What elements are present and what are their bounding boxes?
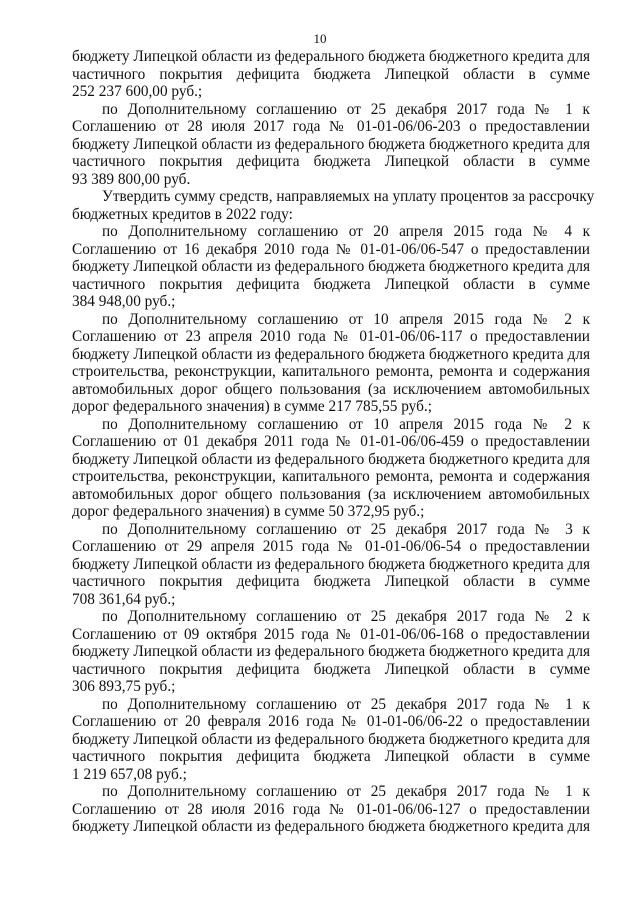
- text-line: бюджету Липецкой области из федерального бюджета бюджетного кредита для: [72, 345, 590, 363]
- text-line: по Дополнительному соглашению от 25 декабря 2017 года № 1 к: [102, 695, 590, 713]
- text-line: частичного покрытия дефицита бюджета Липецкой области в сумме: [72, 573, 590, 590]
- text-line: строительства, реконструкции, капитального ремонта, ремонта и содержания: [72, 468, 590, 485]
- text-line: Соглашению от 09 октября 2015 года № 01-01-06/06-168 о предоставлении: [72, 625, 590, 643]
- paragraph: [72, 223, 590, 311]
- text-line: дорог федерального значения) в сумме 217 785,55 руб.;: [72, 398, 432, 415]
- text-line: Соглашению от 16 декабря 2010 года № 01-01-06/06-547 о предоставлении: [72, 240, 590, 258]
- text-line: автомобильных дорог общего пользования (за исключением автомобильных: [72, 380, 590, 398]
- text-line: бюджету Липецкой области из федерального бюджета бюджетного кредита для: [72, 135, 590, 153]
- paragraph: [72, 696, 590, 784]
- text-line: бюджету Липецкой области из федерального бюджета бюджетного кредита для: [72, 643, 590, 660]
- text-line: автомобильных дорог общего пользования (за исключением автомобильных: [72, 485, 590, 503]
- text-line: Соглашению от 28 июля 2017 года № 01-01-06/06-203 о предоставлении: [72, 118, 590, 135]
- paragraph: [72, 783, 590, 836]
- text-line: дорог федерального значения) в сумме 50 372,95 руб.;: [72, 503, 425, 520]
- paragraph: [72, 521, 590, 609]
- paragraph: [72, 416, 590, 521]
- text-line: бюджету Липецкой области из федерального бюджета бюджетного кредита для: [72, 258, 590, 275]
- text-line: бюджету Липецкой области из федерального бюджета бюджетного кредита для: [72, 450, 590, 468]
- text-line: Соглашению от 01 декабря 2011 года № 01-01-06/06-459 о предоставлении: [72, 433, 590, 450]
- text-line: Соглашению от 23 апреля 2010 года № 01-01-06/06-117 о предоставлении: [72, 328, 590, 345]
- text-line: по Дополнительному соглашению от 25 декабря 2017 года № 2 к: [102, 608, 590, 625]
- text-line: 708 361,64 руб.;: [72, 590, 176, 608]
- text-line: по Дополнительному соглашению от 25 декабря 2017 года № 3 к: [102, 520, 590, 538]
- text-line: бюджетных кредитов в 2022 году:: [72, 205, 293, 223]
- text-line: Соглашению от 20 февраля 2016 года № 01-01-06/06-22 о предоставлении: [72, 713, 590, 730]
- text-line: частичного покрытия дефицита бюджета Липецкой области в сумме: [72, 153, 590, 170]
- text-line: 1 219 657,08 руб.;: [72, 765, 187, 783]
- text-line: 252 237 600,00 руб.;: [72, 83, 203, 100]
- text-line: бюджету Липецкой области из федерального бюджета бюджетного кредита для: [72, 48, 590, 65]
- paragraph: [72, 101, 590, 189]
- text-line: частичного покрытия дефицита бюджета Липецкой области в сумме: [72, 660, 590, 678]
- text-line: частичного покрытия дефицита бюджета Липецкой области в сумме: [72, 65, 590, 83]
- text-line: 306 893,75 руб.;: [72, 678, 176, 695]
- text-line: строительства, реконструкции, капитального ремонта, ремонта и содержания: [72, 363, 590, 380]
- text-line: по Дополнительному соглашению от 10 апреля 2015 года № 2 к: [102, 310, 590, 328]
- text-line: 384 948,00 руб.;: [72, 293, 176, 310]
- paragraph: [72, 311, 590, 416]
- text-line: 93 389 800,00 руб.: [72, 170, 191, 188]
- paragraph: [72, 188, 595, 223]
- text-line: по Дополнительному соглашению от 25 декабря 2017 года № 1 к: [102, 783, 590, 800]
- text-line: бюджету Липецкой области из федерального бюджета бюджетного кредита для: [72, 555, 590, 573]
- document-body: [72, 48, 595, 836]
- text-line: по Дополнительному соглашению от 20 апреля 2015 года № 4 к: [102, 223, 590, 240]
- page-number: 10: [313, 31, 327, 46]
- text-line: частичного покрытия дефицита бюджета Липецкой области в сумме: [72, 275, 590, 293]
- text-line: Соглашению от 29 апреля 2015 года № 01-01-06/06-54 о предоставлении: [72, 538, 590, 555]
- text-line: частичного покрытия дефицита бюджета Липецкой области в сумме: [72, 748, 590, 765]
- text-line: по Дополнительному соглашению от 25 декабря 2017 года № 1 к: [102, 100, 590, 118]
- text-line: бюджету Липецкой области из федерального бюджета бюджетного кредита для: [72, 818, 590, 835]
- paragraph: [72, 608, 590, 696]
- text-line: бюджету Липецкой области из федерального бюджета бюджетного кредита для: [72, 730, 590, 748]
- paragraph: [72, 48, 590, 101]
- text-line: Утвердить сумму средств, направляемых на уплату процентов за рассрочку: [102, 188, 595, 205]
- text-line: по Дополнительному соглашению от 10 апреля 2015 года № 2 к: [102, 415, 590, 433]
- text-line: Соглашению от 28 июля 2016 года № 01-01-06/06-127 о предоставлении: [72, 800, 590, 818]
